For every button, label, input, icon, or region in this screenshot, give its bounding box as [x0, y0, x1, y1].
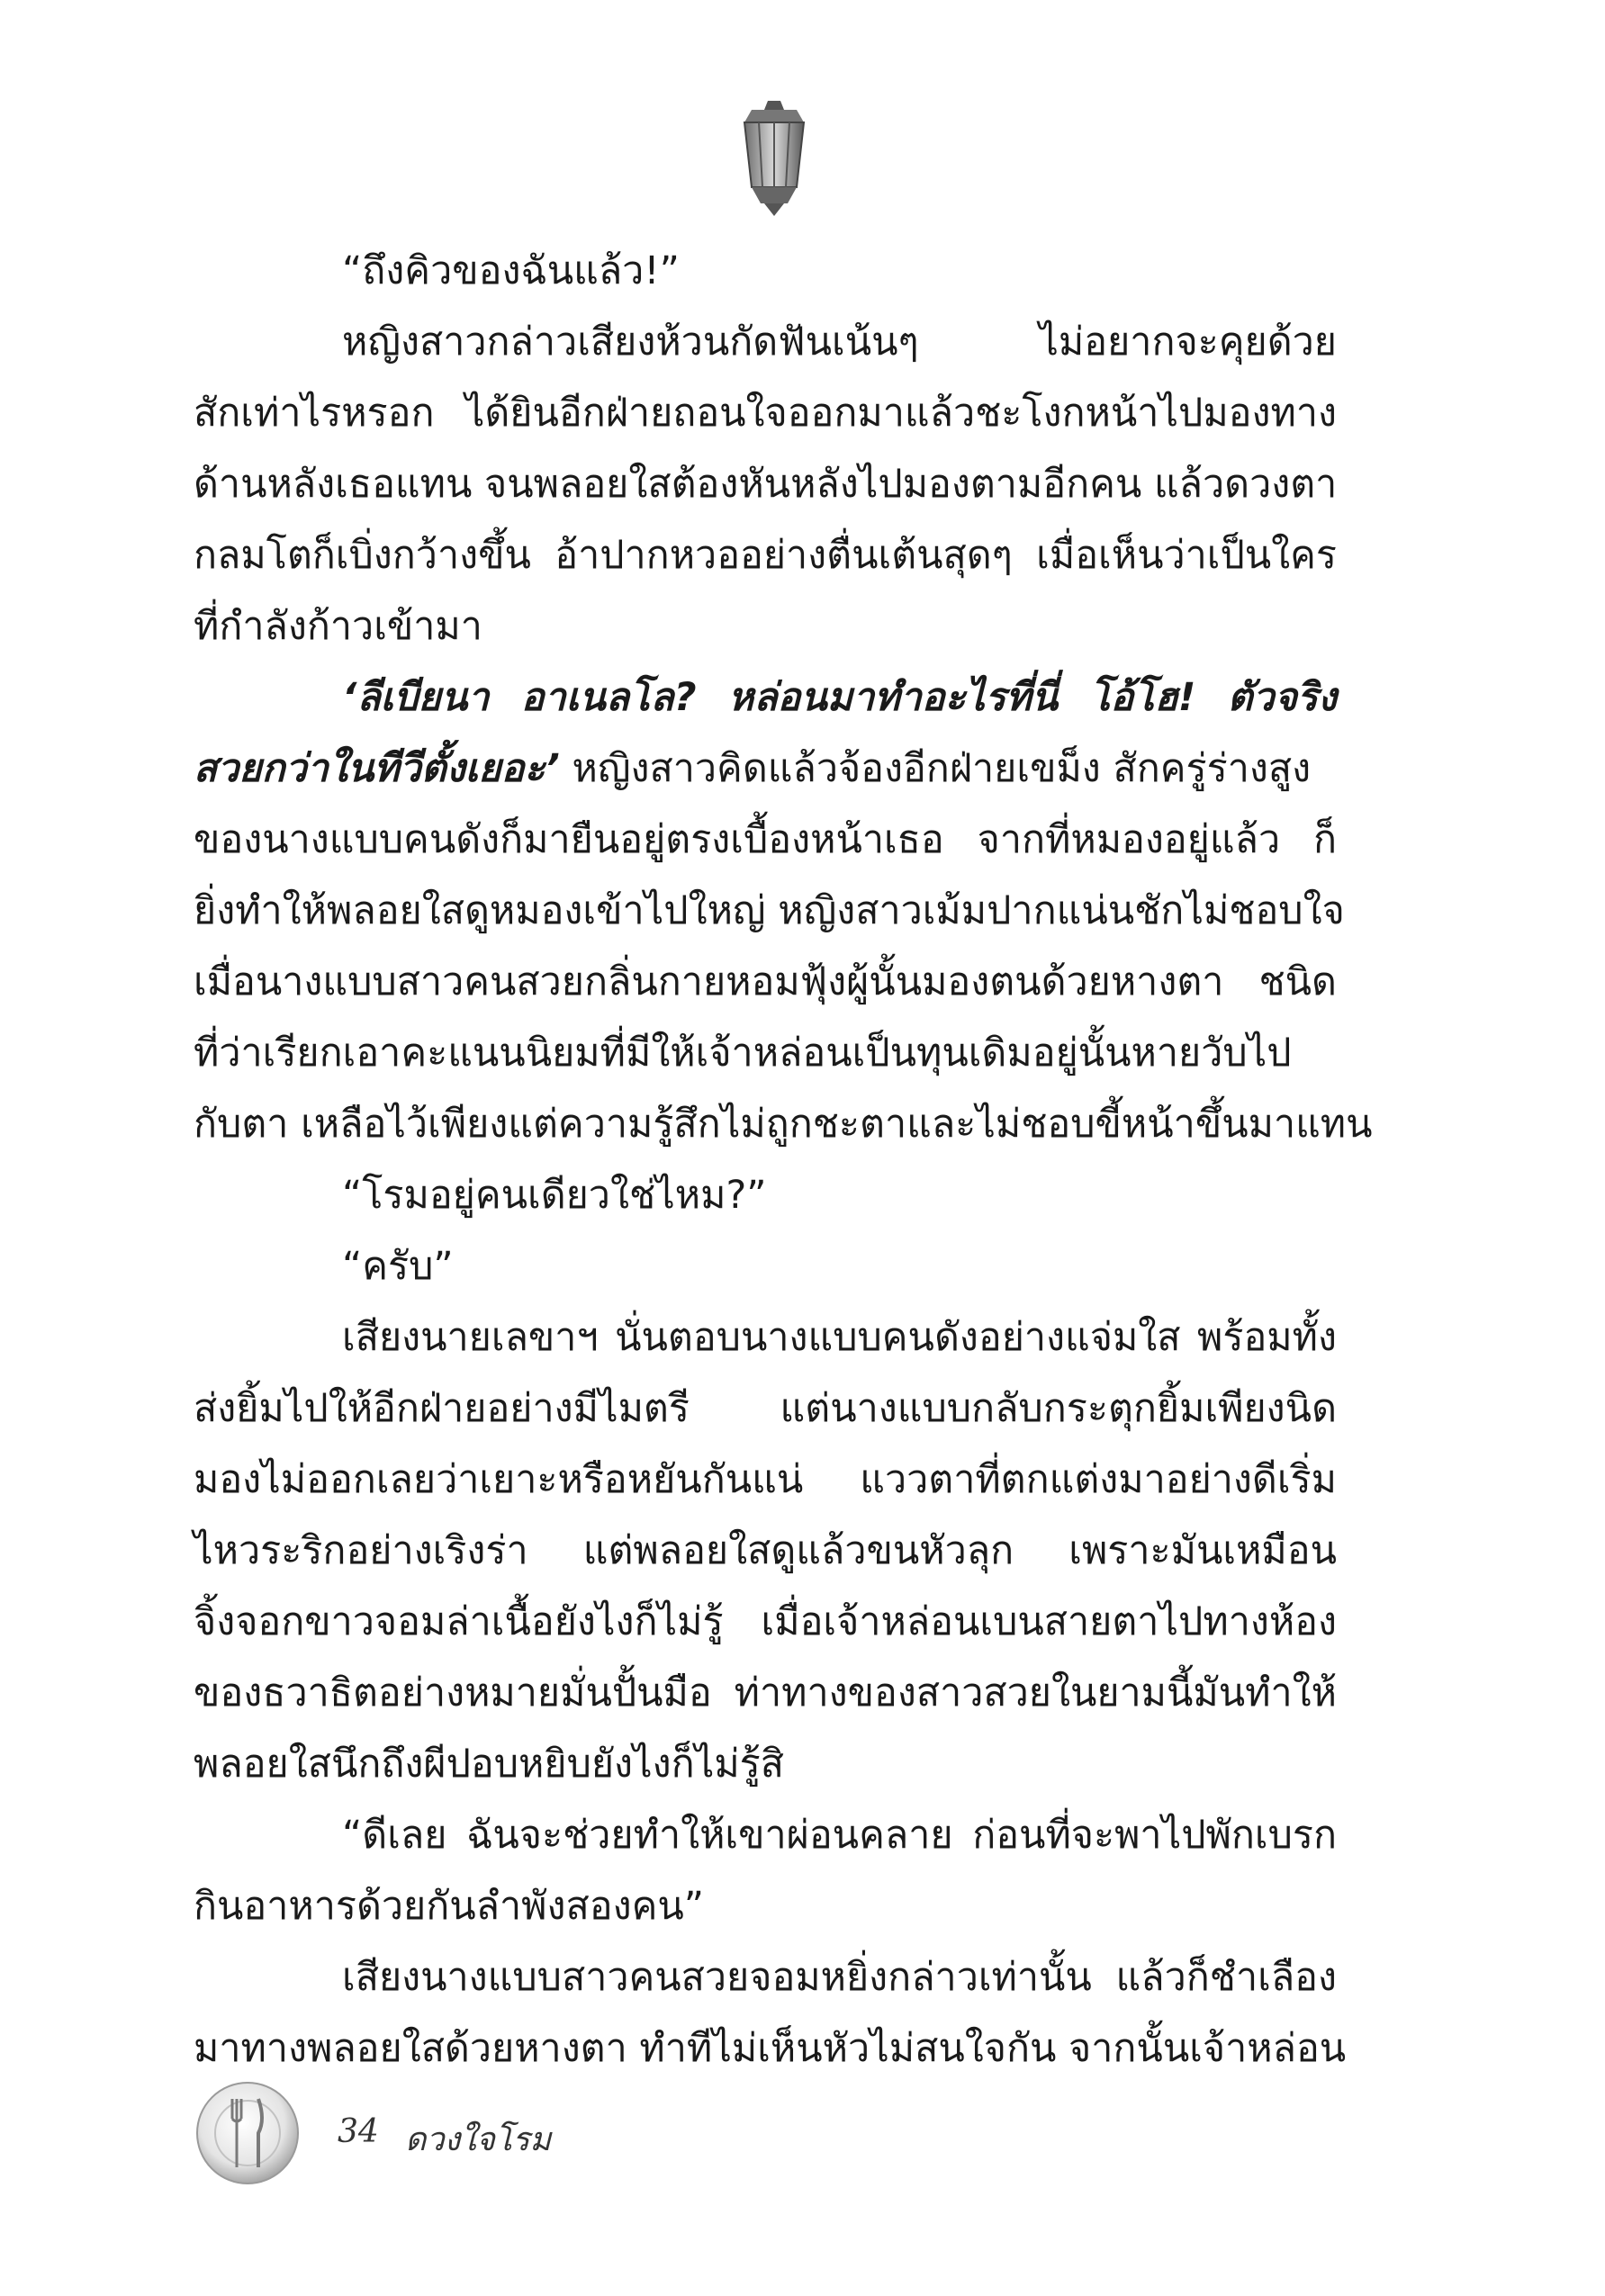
text-line: ของนางแบบคนดังก็มายืนอยู่ตรงเบื้องหน้าเธอ จากที่หมองอยู่แล้ว ก็ — [194, 817, 1337, 862]
narration-text: หญิงสาวคิดแล้วจ้องอีกฝ่ายเขม็ง สักครู่ร่างสูง — [559, 746, 1312, 791]
text-line: กินอาหารด้วยกันลำพังสองคน” — [194, 1884, 705, 1929]
text-line: “ดีเลย ฉันจะช่วยทำให้เขาผ่อนคลาย ก่อนที่จะพาไปพักเบรก — [342, 1813, 1337, 1858]
text-line: มองไม่ออกเลยว่าเยาะหรือหยันกันแน่ แววตาที่ตกแต่งมาอย่างดีเริ่ม — [194, 1457, 1337, 1502]
text-line: หญิงสาวกล่าวเสียงห้วนกัดฟันเน้นๆ ไม่อยากจะคุยด้วย — [342, 320, 1337, 365]
text-line: กับตา เหลือไว้เพียงแต่ความรู้สึกไม่ถูกชะตาและไม่ชอบขี้หน้าขึ้นมาแทน — [194, 1102, 1373, 1147]
page-footer — [194, 2079, 734, 2187]
text-line: จิ้งจอกขาวจอมล่าเนื้อยังไงก็ไม่รู้ เมื่อเจ้าหล่อนเบนสายตาไปทางห้อง — [194, 1599, 1337, 1644]
text-line: กลมโตก็เบิ่งกว้างขึ้น อ้าปากหวออย่างตื่นเต้นสุดๆ เมื่อเห็นว่าเป็นใคร — [194, 533, 1337, 578]
text-line: สักเท่าไรหรอก ได้ยินอีกฝ่ายถอนใจออกมาแล้วชะโงกหน้าไปมองทาง — [194, 391, 1337, 436]
text-line: ‘ลีเบียนา อาเนลโล? หล่อนมาทำอะไรที่นี่ โอ้โฮ! ตัวจริง — [342, 675, 1337, 720]
text-line: ที่กำลังก้าวเข้ามา — [194, 604, 482, 649]
text-line: ด้านหลังเธอแทน จนพลอยใสต้องหันหลังไปมองตามอีกคน แล้วดวงตา — [194, 462, 1338, 507]
body-text — [194, 236, 1373, 2084]
text-line: ไหวระริกอย่างเริงร่า แต่พลอยใสดูแล้วขนหัวลุก เพราะมันเหมือน — [194, 1528, 1337, 1573]
text-line: “โรมอยู่คนเดียวใช่ไหม?” — [342, 1173, 767, 1218]
book-title: ดวงใจโรม — [405, 2121, 552, 2158]
plate-fork-knife-icon — [194, 2079, 302, 2187]
text-line — [194, 734, 1337, 805]
text-line: เสียงนายเลขาฯ นั่นตอบนางแบบคนดังอย่างแจ่มใส พร้อมทั้ง — [342, 1315, 1337, 1360]
text-line: พลอยใสนึกถึงผีปอบหยิบยังไงก็ไม่รู้สิ — [194, 1742, 785, 1787]
text-line: “ถึงคิวของฉันแล้ว!” — [342, 248, 680, 293]
lantern-icon — [734, 97, 815, 219]
text-line: ของธวาธิตอย่างหมายมั่นปั้นมือ ท่าทางของสาวสวยในยามนี้มันทำให้ — [194, 1670, 1337, 1715]
text-line: มาทางพลอยใสด้วยหางตา ทำทีไม่เห็นหัวไม่สนใจกัน จากนั้นเจ้าหล่อน — [194, 2026, 1347, 2071]
text-line: “ครับ” — [342, 1244, 454, 1289]
text-line: เสียงนางแบบสาวคนสวยจอมหยิ่งกล่าวเท่านั้น แล้วก็ชำเลือง — [342, 1955, 1337, 2000]
text-line: ส่งยิ้มไปให้อีกฝ่ายอย่างมีไมตรี แต่นางแบบกลับกระตุกยิ้มเพียงนิด — [194, 1386, 1337, 1431]
text-line: เมื่อนางแบบสาวคนสวยกลิ่นกายหอมฟุ้งผู้นั้นมองตนด้วยหางตา ชนิด — [194, 959, 1337, 1004]
text-line: ที่ว่าเรียกเอาคะแนนนิยมที่มีให้เจ้าหล่อนเป็นทุนเดิมอยู่นั้นหายวับไป — [194, 1031, 1292, 1076]
text-line: ยิ่งทำให้พลอยใสดูหมองเข้าไปใหญ่ หญิงสาวเม้มปากแน่นชักไม่ชอบใจ — [194, 888, 1345, 933]
thought-text: สวยกว่าในทีวีตั้งเยอะ’ — [194, 746, 560, 791]
page-number: 34 — [338, 2113, 379, 2150]
